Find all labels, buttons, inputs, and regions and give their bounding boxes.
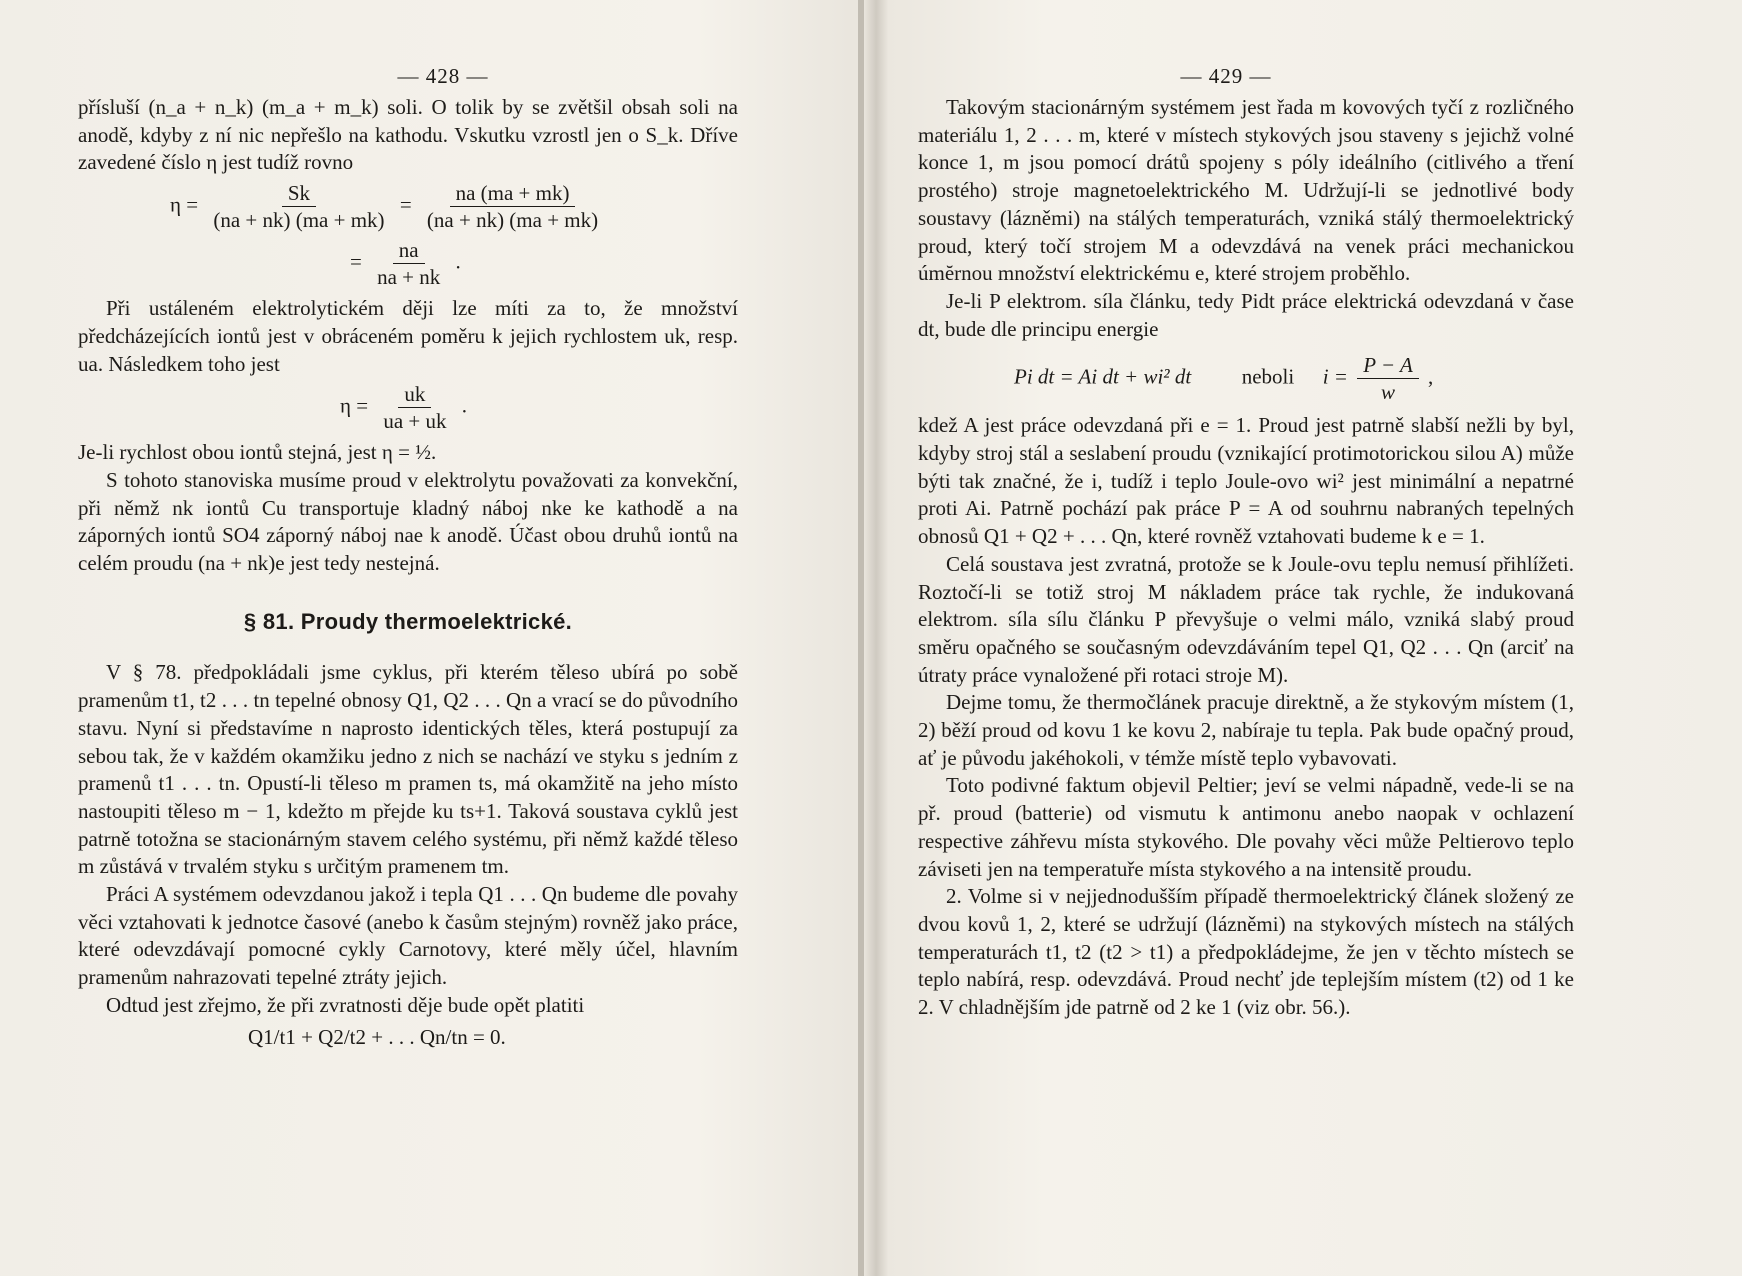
fraction-numerator: P − A bbox=[1357, 353, 1419, 379]
equals-sign: = bbox=[350, 249, 362, 274]
book-gutter bbox=[858, 0, 864, 1276]
right-page-text bbox=[918, 94, 1574, 1022]
fraction bbox=[207, 181, 390, 232]
fraction-denominator: ua + uk bbox=[383, 409, 447, 434]
page-number-left: — 428 — bbox=[397, 64, 489, 88]
formula-lhs: η = bbox=[170, 192, 199, 217]
formula-energy: Pi dt = Ai dt + wi² dt bbox=[1014, 364, 1192, 389]
right-paragraph-3: kdež A jest práce odevzdaná při e = 1. Proud jest patrně slabší nežli by byl, kdyby stroj stál a seslabení proudu (vznikající protimotorickou silou A) může býti tak značné, že i, tudíž i teplo Joule-ovo wi² jest minimální a nepatrné proti Ai. Patrně pochází pak práce P = A od souhrnu nabraných tepelných obnosů Q1 + Q2 + . . . Qn, které rovněž vztahovati budeme k e = 1. bbox=[918, 413, 1574, 549]
fraction-denominator: (na + nk) (ma + mk) bbox=[213, 208, 385, 233]
right-formula-1 bbox=[918, 353, 1574, 404]
fraction-denominator: w bbox=[1380, 380, 1395, 405]
right-paragraph-4: Celá soustava jest zvratná, protože se k Joule-ovu teplu nemusí přihlížeti. Roztočí-li se totiž stroj M nákladem práce tak rychle, že indukovaná elektrom. síla sílu článku P převyšuje o velmi málo, vzniká slabý proud směru opačného se současným odevzdáváním tepel Q1, Q2 . . . Qn (arciť na útraty práce vynaložené při rotaci stroje M). bbox=[918, 551, 1574, 687]
left-paragraph-2: Při ustáleném elektrolytickém ději lze míti za to, že množství předcházejících iontů jest v obráceném poměru k jejich rychlostem uk, resp. ua. Následkem toho jest bbox=[78, 296, 738, 376]
fraction bbox=[421, 181, 604, 232]
left-formula-2 bbox=[78, 382, 738, 433]
right-paragraph-6: Toto podivné faktum objevil Peltier; jeví se velmi nápadně, vede-li se na př. proud (batterie) od vismutu k antimonu anebo naopak v ochlazení respective záhřevu místa stykového. Dle povahy věci může Peltierovo teplo záviseti jen na temperatuře místa stykového a na intensitě proudu. bbox=[918, 773, 1574, 881]
left-page-text bbox=[78, 94, 738, 1051]
fraction bbox=[377, 382, 452, 433]
fraction-denominator: (na + nk) (ma + mk) bbox=[426, 208, 599, 233]
page-number-right: — 429 — bbox=[1180, 64, 1272, 88]
right-paragraph-1: Takovým stacionárným systémem jest řada m kovových tyčí z rozličného materiálu 1, 2 . . . m, které v místech stykových jsou staveny s jejichž volné konce 1, m jsou pomocí drátů spojeny s póly ideálního (citlivého a tření prostého) stroje magnetoelektrického M. Udržují-li se jednotlivé body soustavy (lázněmi) na stálých temperaturách, vzniká stálý thermoelektrický proud, který točí strojem M a odevzdává na venek práci mechanickou úmĕrnou množství elektrickému e, které strojem proběhlo. bbox=[918, 95, 1574, 286]
right-page bbox=[918, 0, 1574, 1276]
right-paragraph-2: Je-li P elektrom. síla článku, tedy Pidt práce elektrická odevzdaná v čase dt, bude dle principu energie bbox=[918, 288, 1574, 341]
formula-word: neboli bbox=[1241, 364, 1295, 389]
right-paragraph-5: Dejme tomu, že thermočlánek pracuje direktně, a že stykovým místem (1, 2) běží proud od kovu 1 ke kovu 2, nabíraje tu tepla. Pak bude opačný proud, ať je původu jakéhokoli, v témže místě teplo vybavovati. bbox=[918, 690, 1574, 770]
left-formula-1 bbox=[78, 181, 738, 232]
fraction-numerator: Sk bbox=[282, 181, 316, 207]
left-paragraph-7: Odtud jest zřejmo, že při zvratnosti děje bude opět platiti bbox=[106, 992, 585, 1017]
formula-comma: , bbox=[1428, 364, 1434, 389]
left-paragraph-6: Práci A systémem odevzdanou jakož i tepla Q1 . . . Qn budeme dle povahy věci vztahovati k jednotce časové (anebo k časům stejným) rovněž jako práce, které odevzdávají pomocné cykly Carnotovy, které měly účel, hlavním pramenům nahrazovati tepelné ztráty jejich. bbox=[78, 882, 738, 990]
left-page bbox=[78, 0, 738, 1276]
formula-lhs: i = bbox=[1322, 364, 1348, 389]
formula-lhs: η = bbox=[340, 393, 369, 418]
right-paragraph-7: 2. Volme si v nejjednodušším případě thermoelektrický článek složený ze dvou kovů 1, 2, které se udržují (lázněmi) na stykových místech na stálých temperaturách t1, t2 (t2 > t1) a předpokládejme, že jen v těchto místech se teplo nabírá, resp. odevzdává. Proud nechť jde teplejším místem (t2) od 1 ke 2. V chladnějším jde patrně od 2 ke 1 (viz obr. 56.). bbox=[918, 884, 1574, 1020]
left-paragraph-5: V § 78. předpokládali jsme cyklus, při kterém těleso ubírá po sobě pramenům t1, t2 . . . tn tepelné obnosy Q1, Q2 . . . Qn a vrací se do původního stavu. Nyní si představíme n naprosto identických těles, která postupují za sebou tak, že v každém okamžiku jedno z nich se nachází ve styku s jedním z pramenů t1 . . . tn. Opustí-li těleso m pramen ts, má okamžitě na jeho místo nastoupiti těleso m − 1, kdežto m přejde ku ts+1. Taková soustava cyklů jest patrně totožna se stacionárným stavem celého systému, při němž každé těleso m zůstává v trvalém styku s určitým pramenem tm. bbox=[78, 660, 738, 879]
fraction-numerator: na bbox=[393, 238, 425, 264]
fraction-numerator: uk bbox=[398, 382, 431, 408]
fraction bbox=[371, 238, 446, 289]
section-heading: § 81. Proudy thermoelektrické. bbox=[243, 608, 573, 634]
left-paragraph-3: Je-li rychlost obou iontů stejná, jest η = ½. bbox=[78, 440, 437, 465]
fraction-denominator: na + nk bbox=[377, 265, 441, 290]
left-formula-3: Q1/t1 + Q2/t2 + . . . Qn/tn = 0. bbox=[248, 1024, 506, 1049]
formula-period: . bbox=[461, 393, 467, 418]
fraction bbox=[1357, 353, 1419, 404]
left-paragraph-4: S tohoto stanoviska musíme proud v elektrolytu považovati za konvekční, při němž nk iontů Cu transportuje kladný náboj nke ke kathodě a na záporných iontů SO4 záporný náboj nae k anodě. Účast obou druhů iontů na celém proudu (na + nk)e jest tedy nestejná. bbox=[78, 467, 738, 576]
equals-sign: = bbox=[399, 192, 412, 217]
fraction-numerator: na (ma + mk) bbox=[450, 181, 576, 207]
left-paragraph-1: přísluší (n_a + n_k) (m_a + m_k) soli. O tolik by se zvětšil obsah soli na anodě, kdyby z ní nic nepřešlo na kathodu. Vskutku vzrostl jen o S_k. Dříve zavedené číslo η jest tudíž rovno bbox=[78, 95, 738, 175]
formula-period: . bbox=[455, 249, 461, 274]
left-formula-1b bbox=[78, 238, 738, 289]
